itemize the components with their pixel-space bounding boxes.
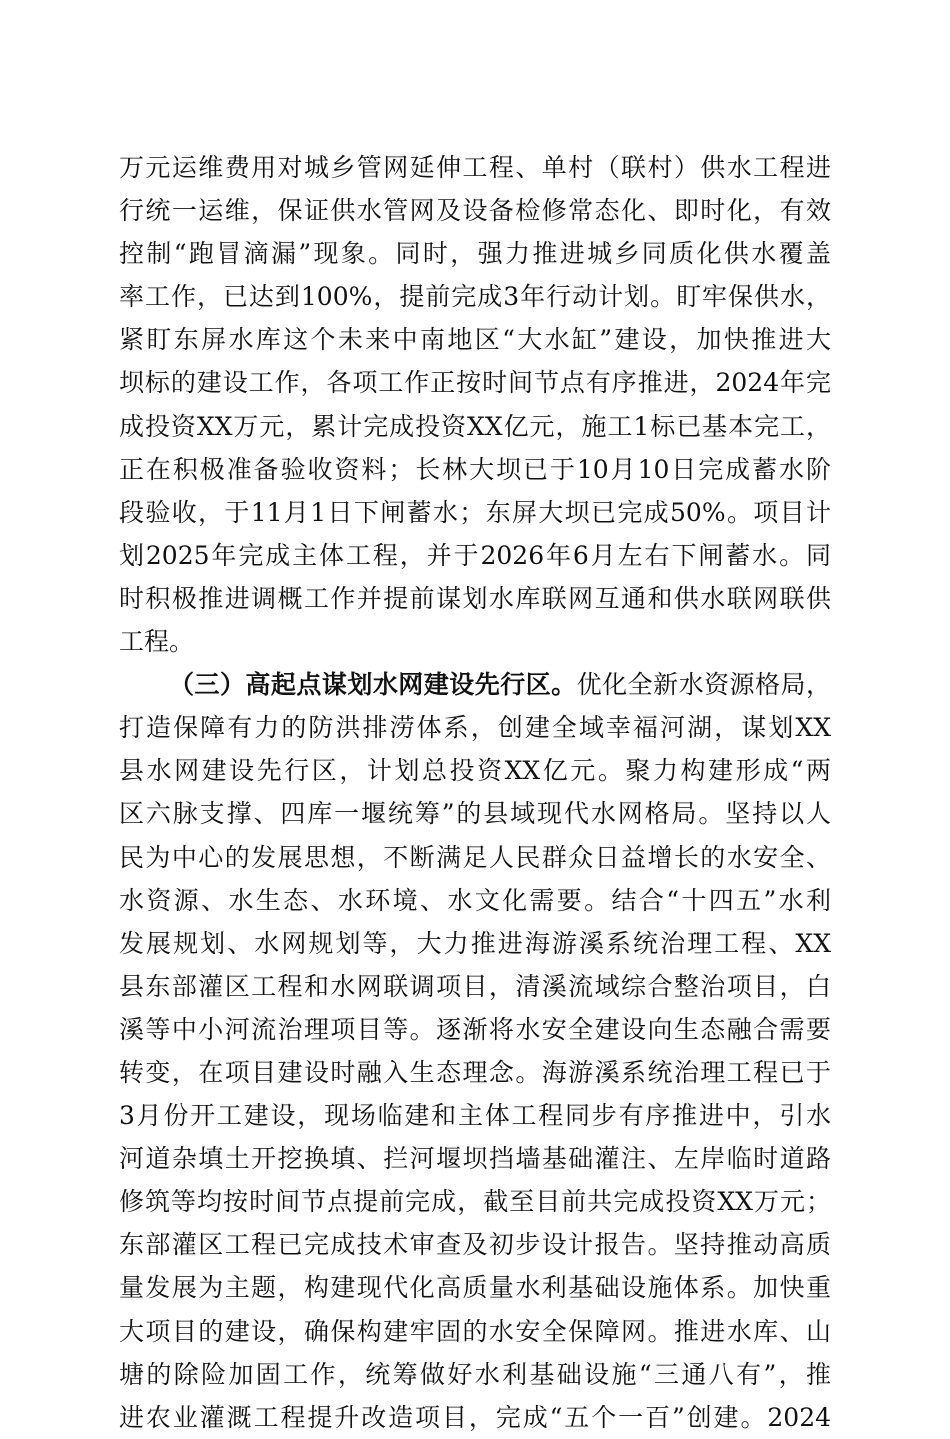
body-text: [119, 146, 831, 1439]
paragraph-2: [119, 663, 831, 1439]
paragraph-2-line-11: 3月份开工建设，现场临建和主体工程同步有序推进中，引水: [119, 1101, 831, 1131]
paragraph-1-line-6: 坝标的建设工作，各项工作正按时间节点有序推进，2024年完: [119, 368, 831, 398]
paragraph-1-line-8: 正在积极准备验收资料；长林大坝已于10月10日完成蓄水阶: [119, 454, 831, 484]
paragraph-1-line-4: 率工作，已达到100%，提前完成3年行动计划。盯牢保供水，: [119, 282, 831, 312]
paragraph-2-line-3: 县水网建设先行区，计划总投资XX亿元。聚力构建形成“两: [119, 756, 831, 786]
paragraph-1-line-9: 段验收，于11月1日下闸蓄水；东屏大坝已完成50%。项目计: [119, 497, 831, 527]
paragraph-1-line-12: 工程。: [119, 627, 195, 657]
paragraph-1-line-11: 时积极推进调概工作并提前谋划水库联网互通和供水联网联供: [119, 583, 831, 613]
paragraph-2-line-4: 区六脉支撑、四库一堰统筹”的县域现代水网格局。坚持以人: [119, 799, 831, 829]
paragraph-2-line-12: 河道杂填土开挖换填、拦河堰坝挡墙基础灌注、左岸临时道路: [119, 1144, 831, 1174]
paragraph-2-line-15: 量发展为主题，构建现代化高质量水利基础设施体系。加快重: [119, 1273, 831, 1303]
paragraph-2-line-14: 东部灌区工程已完成技术审查及初步设计报告。坚持推动高质: [119, 1230, 831, 1260]
paragraph-2-line-5: 民为中心的发展思想，不断满足人民群众日益增长的水安全、: [119, 842, 831, 872]
paragraph-2-line-16: 大项目的建设，确保构建牢固的水安全保障网。推进水库、山: [119, 1316, 831, 1346]
paragraph-2-first-line-text: 优化全新水资源格局，: [576, 670, 831, 700]
paragraph-2-line-18: 进农业灌溉工程提升改造项目，完成“五个一百”创建。2024: [119, 1402, 831, 1432]
paragraph-1-line-7: 成投资XX万元，累计完成投资XX亿元，施工1标已基本完工，: [119, 411, 831, 441]
paragraph-2-line-13: 修筑等均按时间节点提前完成，截至目前共完成投资XX万元；: [119, 1187, 831, 1217]
paragraph-2-line-17: 塘的除险加固工作，统筹做好水利基础设施“三通八有”，推: [119, 1359, 831, 1389]
paragraph-2-line-8: 县东部灌区工程和水网联调项目，清溪流域综合整治项目，白: [119, 971, 831, 1001]
paragraph-2-line-7: 发展规划、水网规划等，大力推进海游溪系统治理工程、XX: [119, 928, 831, 958]
paragraph-1-line-3: 控制“跑冒滴漏”现象。同时，强力推进城乡同质化供水覆盖: [119, 239, 831, 269]
paragraph-2-line-6: 水资源、水生态、水环境、水文化需要。结合“十四五”水利: [119, 885, 831, 915]
paragraph-2-first-line: [119, 663, 831, 706]
paragraph-1-line-10: 划2025年完成主体工程，并于2026年6月左右下闸蓄水。同: [119, 540, 831, 570]
paragraph-1-line-1: 万元运维费用对城乡管网延伸工程、单村（联村）供水工程进: [119, 153, 831, 182]
paragraph-2-line-2: 打造保障有力的防洪排涝体系，创建全域幸福河湖，谋划XX: [119, 713, 831, 743]
paragraph-2-line-9: 溪等中小河流治理项目等。逐渐将水安全建设向生态融合需要: [119, 1014, 831, 1044]
paragraph-1-line-2: 行统一运维，保证供水管网及设备检修常态化、即时化，有效: [119, 196, 831, 226]
section-heading: （三）高起点谋划水网建设先行区。: [169, 670, 577, 700]
paragraph-2-line-10: 转变，在项目建设时融入生态理念。海游溪系统治理工程已于: [119, 1057, 831, 1087]
paragraph-1-line-5: 紧盯东屏水库这个未来中南地区“大水缸”建设，加快推进大: [119, 325, 831, 355]
paragraph-1: [119, 146, 831, 663]
